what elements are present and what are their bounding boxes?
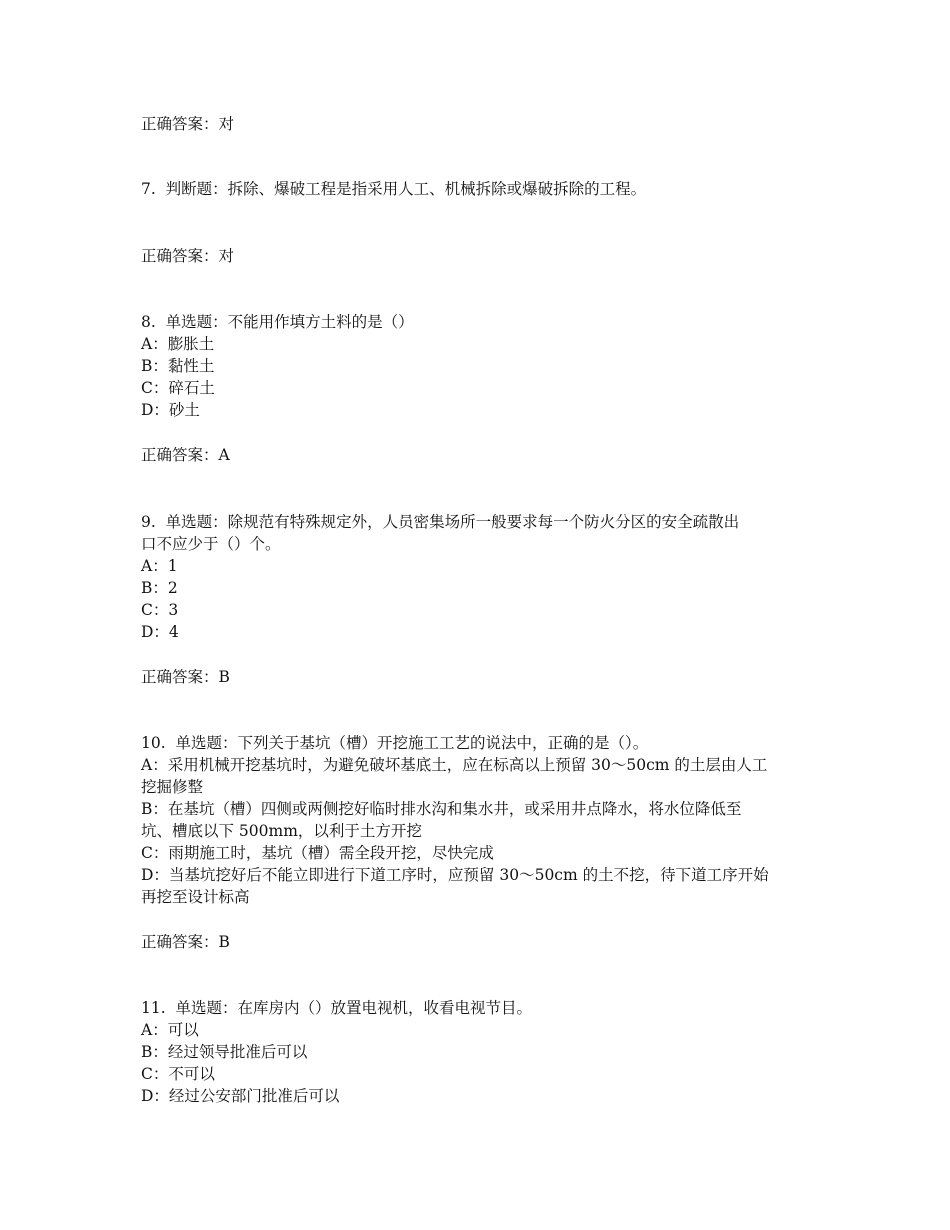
- option-10-line-6: D：当基坑挖好后不能立即进行下道工序时，应预留 30～50cm 的土不挖，待下道工序开始: [141, 866, 769, 884]
- option-10-line-2: 挖掘修整: [141, 778, 204, 796]
- option-11-d: D：经过公安部门批准后可以: [141, 1087, 340, 1105]
- option-8-c: C：碎石土: [141, 379, 215, 397]
- option-8-a: A：膨胀土: [141, 335, 215, 353]
- option-9-c: C：3: [141, 601, 179, 619]
- option-8-b: B：黏性土: [141, 357, 215, 375]
- answer-7: 正确答案：对: [141, 247, 235, 265]
- option-10-line-1: A：采用机械开挖基坑时，为避免破坏基底土，应在标高以上预留 30～50cm 的土层由人工: [141, 756, 768, 774]
- option-10-line-4: 坑、槽底以下 500mm，以利于土方开挖: [141, 822, 422, 840]
- option-11-a: A：可以: [141, 1021, 199, 1039]
- question-7: 7. 判断题：拆除、爆破工程是指采用人工、机械拆除或爆破拆除的工程。: [141, 180, 647, 198]
- answer-6: 正确答案：对: [141, 115, 235, 133]
- option-10-line-7: 再挖至设计标高: [141, 888, 250, 906]
- option-9-d: D：4: [141, 623, 179, 641]
- question-11: 11. 单选题：在库房内（）放置电视机，收看电视节目。: [141, 999, 533, 1017]
- answer-9: 正确答案：B: [141, 668, 230, 686]
- option-10-line-5: C：雨期施工时，基坑（槽）需全段开挖，尽快完成: [141, 844, 494, 862]
- answer-10: 正确答案：B: [141, 933, 230, 951]
- option-9-a: A：1: [141, 557, 178, 575]
- question-9-line-2: 口不应少于（）个。: [141, 535, 281, 553]
- option-10-line-3: B：在基坑（槽）四侧或两侧挖好临时排水沟和集水井，或采用井点降水，将水位降低至: [141, 800, 742, 818]
- option-11-c: C：不可以: [141, 1065, 215, 1083]
- option-11-b: B：经过领导批准后可以: [141, 1043, 308, 1061]
- option-8-d: D：砂土: [141, 401, 200, 419]
- answer-8: 正确答案：A: [141, 446, 230, 464]
- question-9-line-1: 9. 单选题：除规范有特殊规定外，人员密集场所一般要求每一个防火分区的安全疏散出: [141, 513, 740, 531]
- question-8: 8. 单选题：不能用作填方土料的是（）: [141, 313, 414, 331]
- question-10: 10. 单选题：下列关于基坑（槽）开挖施工工艺的说法中，正确的是（）。: [141, 734, 649, 752]
- option-9-b: B：2: [141, 579, 178, 597]
